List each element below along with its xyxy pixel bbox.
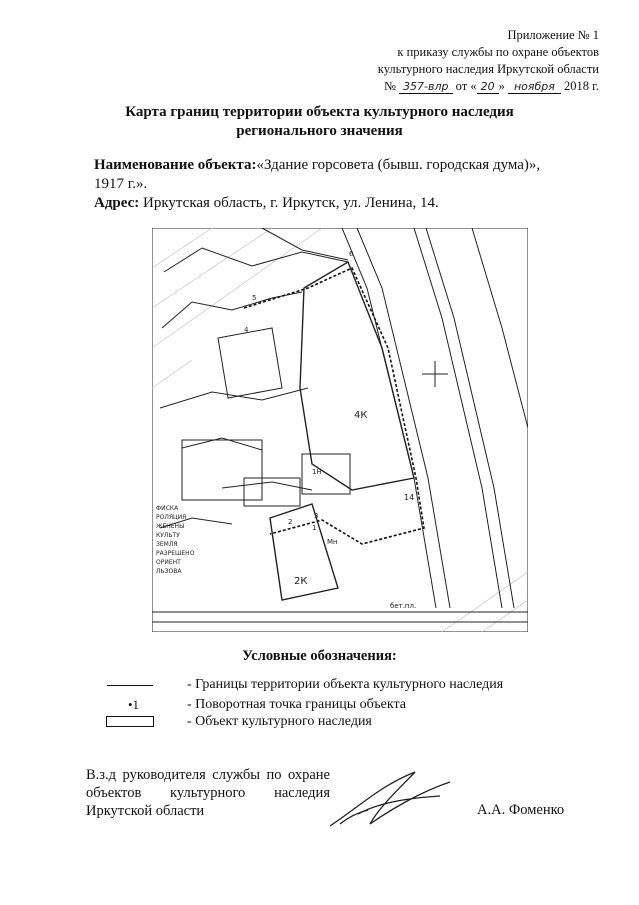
object-name-line [94, 156, 564, 175]
object-name-value: «Здание горсовета (бывш. городская дума)», [256, 157, 541, 173]
map-side-note: ОРИЕНТ [156, 559, 181, 566]
map-side-note: РАЗРЕШЕНО [156, 550, 195, 557]
map-point-6: 6 [349, 250, 354, 258]
legend-point-symbol: •1 [128, 697, 140, 712]
order-number: 357-влр [399, 80, 452, 94]
legend-item-point: - Поворотная точка границы объекта [187, 697, 406, 712]
map-label-2k: 2К [294, 576, 308, 587]
order-day: 20 [477, 80, 499, 94]
handwritten-signature [320, 766, 470, 836]
map-side-note: ЗЕМЛЯ [156, 541, 178, 548]
map-side-note: ЖЕНЕНЫ [156, 523, 185, 530]
map-point-3: 3 [314, 512, 319, 520]
map-frame [152, 228, 528, 632]
map-label-4k: 4К [354, 410, 368, 421]
map-label-1n: 1Н [312, 468, 322, 476]
legend-item-object: - Объект культурного наследия [187, 714, 372, 729]
map-street-label: бет.пл. [390, 602, 417, 610]
object-address-line [94, 194, 564, 213]
object-address-value: Иркутская область, г. Иркутск, ул. Ленина, 14. [139, 195, 439, 211]
appendix-line3: культурного наследия Иркутской области [377, 62, 599, 76]
map-side-note: КУЛЬТУ [156, 532, 180, 539]
order-day-suffix: » [498, 79, 505, 93]
legend-boundary-symbol [107, 685, 153, 686]
title-line2: регионального значения [236, 123, 403, 139]
appendix-block [378, 27, 599, 95]
legend-heading: Условные обозначения: [242, 648, 397, 664]
object-name-line2: 1917 г.». [94, 176, 148, 192]
title-line1: Карта границ территории объекта культурного наследия [125, 104, 514, 120]
map-point-4: 4 [244, 326, 249, 334]
map-side-note: ФИСКА [156, 505, 179, 512]
order-month: ноября [508, 80, 561, 94]
appendix-line1: Приложение № 1 [507, 28, 599, 42]
map-label-mn: Мн [327, 538, 338, 546]
map-label-14: 14 [404, 493, 415, 502]
map-side-note: ЛЬЗОВА [156, 568, 182, 575]
order-number-prefix: № [384, 79, 396, 93]
signatory-position: В.з.д руководителя службы по охране объектов культурного наследия Иркутской области [86, 767, 330, 819]
map-point-1: 1 [312, 524, 317, 532]
object-address-label: Адрес: [94, 195, 140, 211]
map-point-5: 5 [252, 294, 257, 302]
cadastral-map [152, 228, 528, 632]
document-title [0, 103, 639, 141]
object-name-label: Наименование объекта: [94, 157, 257, 173]
appendix-line2: к приказу службы по охране объектов [397, 45, 599, 59]
legend-object-symbol [106, 716, 154, 727]
order-year: 2018 г. [564, 79, 599, 93]
legend-item-boundary: - Границы территории объекта культурного наследия [187, 677, 504, 692]
appendix-order-line [378, 78, 599, 95]
object-info [94, 156, 564, 213]
map-side-note: РОЛЯЦИЯ [156, 514, 187, 521]
signatory-name: А.А. Фоменко [477, 802, 565, 818]
map-point-2: 2 [288, 518, 293, 526]
order-date-prefix: от « [455, 79, 477, 93]
